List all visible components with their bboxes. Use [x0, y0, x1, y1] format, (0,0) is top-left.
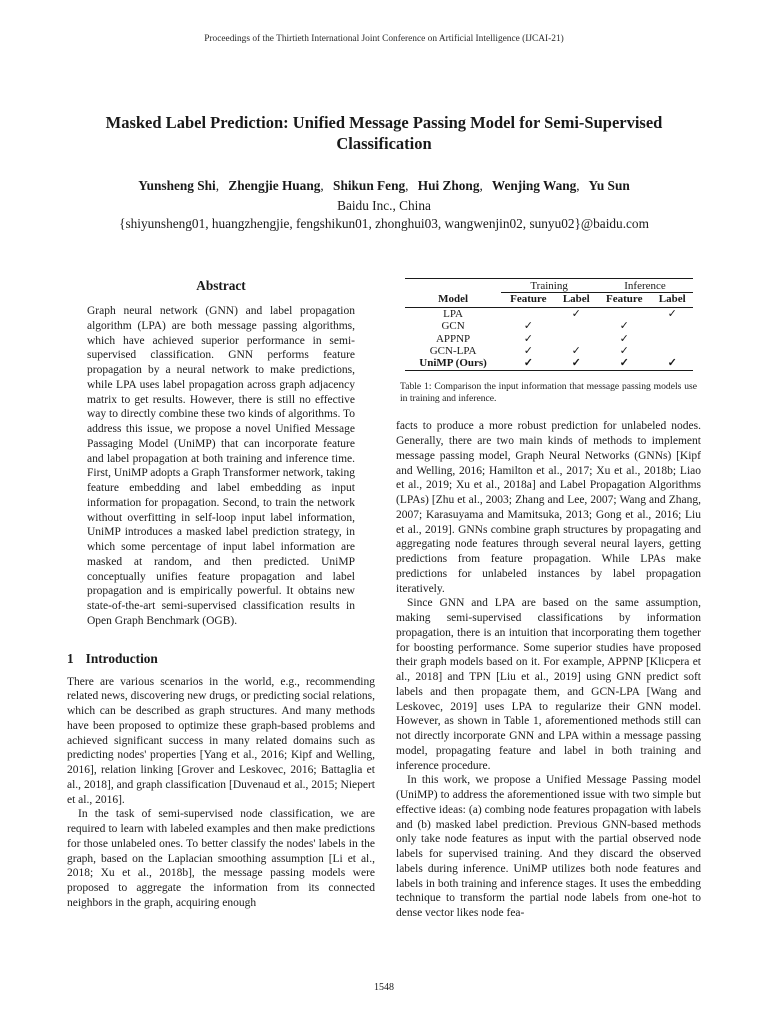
comparison-table [405, 278, 693, 371]
paper-title: Masked Label Prediction: Unified Message Passing Model for Semi-Supervised Classification [105, 113, 663, 153]
model-name: GCN [441, 320, 465, 333]
column-header: Feature [501, 293, 555, 307]
table-cell [501, 307, 555, 320]
column-header: Feature [597, 293, 651, 307]
section-number: 1 [67, 650, 74, 666]
column-header: Label [556, 293, 598, 307]
table-cell [556, 320, 598, 332]
page-number: 1548 [374, 982, 394, 993]
author-name: Yu Sun [588, 178, 630, 193]
table-cell: ✓ [571, 345, 581, 358]
author-list: Yunsheng Shi, Zhengjie Huang, Shikun Feng, Hui Zhong, Wenjing Wang, Yu Sun [138, 178, 630, 193]
table-cell: ✓ [619, 345, 629, 358]
group-header-inference: Inference [597, 279, 693, 293]
table-cell: ✓ [619, 332, 629, 345]
table-cell: ✓ [619, 320, 629, 333]
author-name: Wenjing Wang [491, 178, 577, 193]
table-cell: ✓ [556, 357, 598, 370]
table-row [405, 307, 693, 320]
table-cell [651, 345, 693, 357]
table-cell: ✓ [667, 307, 677, 320]
intro-paragraph-2: In the task of semi-supervised node classification, we are required to learn with labeled examples and then make predictions for those unlabeled ones. To better classify the nodes' labels in the graph, based on the Laplacian smoothing assumption [Li et al., 2018; Xu et al., 2018b], the message passing models were proposed to aggregate the information from its connected neighbors in the graph, acquiring enough [67, 808, 375, 909]
table-cell: ✓ [501, 357, 555, 370]
proceedings-header: Proceedings of the Thirtieth International Joint Conference on Artificial Intelligence (IJCAI-21) [204, 34, 564, 44]
body-paragraph-2: Since GNN and LPA are based on the same assumption, making semi-supervised classifications by information propagation, there is an intuition that incorporating them together for boosting performance. Some superior studies have proposed their graph models based on it. For example, APPNP [Klicpera et al., 2018] and TPN [Liu et al., 2019] using GNN predict soft labels and then propagate them, and GCN-LPA [Wang and Leskovec, 2019] uses LPA to regularize their GNN model. However, as shown in Table 1, aforementioned methods still can not directly incorporate GNN and LPA within a message passing model, propagating feature and label in both training and inference procedure. [396, 597, 701, 772]
abstract-text: Graph neural network (GNN) and label propagation algorithm (LPA) are both message passing algorithms, which have achieved superior performance in semi-supervised classification. GNN performs feature propagation by a neural network to make predictions, while LPA uses label propagation across graph adjacency matrix to get results. However, there is still no effective way to directly combine these two kinds of algorithms. To address this issue, we propose a novel Unified Message Passaging Model (UniMP) that can incorporate feature and label propagation at both training and inference time. First, UniMP adopts a Graph Transformer network, taking feature embedding and label embedding as input information for propagation. Second, to train the network without overfitting in self-loop input label information, UniMP introduces a masked label prediction strategy, in which some percentage of input label information are masked at random, and then predicted. UniMP conceptually unifies feature propagation and label propagation and is empirically powerful. It obtains new state-of-the-art semi-supervised classification results in Open Graph Benchmark (OGB). [87, 305, 355, 627]
column-header: Model [405, 293, 501, 307]
table-cell: ✓ [571, 307, 581, 320]
table-cell [556, 333, 598, 345]
table-row [405, 333, 693, 345]
body-paragraph-3: In this work, we propose a Unified Message Passing model (UniMP) to address the aforementioned issue with two simple but effective ideas: (a) combing node features propagation with labels and (b) masked label prediction. Previous GNN-based methods only take node features as input with the partial observed node labels for supervised training. And they discard the observed labels during inference. UniMP utilizes both node features and labels in both training and inference stages. It uses the embedding technique to transform the partial node labels from one-hot to dense vector likes node fea- [396, 774, 701, 919]
right-column [396, 278, 701, 921]
author-name: Hui Zhong [417, 178, 480, 193]
body-paragraph-1: facts to produce a more robust prediction for unlabeled nodes. Generally, there are two main kinds of methods to implement message passing model, Graph Neural Networks (GNNs) [Kipf and Welling, 2016; Hamilton et al., 2017; Xu et al., 2018b; Liao et al., 2019; Xu et al., 2018a] and Label Propagation Algorithms (LPAs) [Zhu et al., 2003; Zhang and Lee, 2007; Wang and Zhang, 2007; Karasuyama and Mamitsuka, 2013; Gong et al., 2016; Liu et al., 2019]. GNNs combine graph structures by propagating and aggregating node features through several neural layers, getting predictions from feature propagation. While LPAs make predictions for unlabeled instances by label propagation iteratively. [396, 420, 701, 595]
table-row [405, 357, 693, 370]
column-header: Label [651, 293, 693, 307]
table-cell [651, 320, 693, 332]
abstract-heading: Abstract [196, 278, 246, 293]
author-emails: {shiyunsheng01, huangzhengjie, fengshikun01, zhonghui03, wangwenjin02, sunyu02}@baidu.com [119, 216, 649, 231]
table-cell [597, 307, 651, 320]
author-name: Shikun Feng [333, 178, 406, 193]
table-cell: ✓ [523, 332, 533, 345]
table-row [405, 345, 693, 357]
table-cell [651, 333, 693, 345]
table-caption: Table 1: Comparison the input information that message passing models use in training and inference. [400, 380, 697, 405]
model-name: UniMP (Ours) [405, 357, 501, 370]
section-title: Introduction [85, 650, 158, 666]
table-row [405, 320, 693, 332]
affiliation: Baidu Inc., China [337, 198, 431, 213]
model-name: GCN-LPA [429, 345, 477, 358]
left-column [67, 278, 375, 911]
table-cell: ✓ [597, 357, 651, 370]
table-cell: ✓ [651, 357, 693, 370]
model-name: APPNP [435, 332, 471, 345]
intro-paragraph-1: There are various scenarios in the world, e.g., recommending related news, discovering new drugs, or predicting social relations, which can be described as graph structures. And many methods have been proposed to optimize these graph-based problems and achieved significant success in many related domains such as predicting nodes' properties [Yang et al., 2016; Kipf and Welling, 2016], relation linking [Grover and Leskovec, 2016; Battaglia et al., 2018], and graph classification [Duvenaud et al., 2015; Niepert et al., 2016]. [67, 675, 375, 806]
table-cell: ✓ [523, 345, 533, 358]
author-name: Zhengjie Huang [228, 178, 321, 193]
author-name: Yunsheng Shi [138, 178, 216, 193]
section-heading-introduction [67, 651, 375, 667]
group-header-training: Training [501, 279, 597, 293]
model-name: LPA [443, 307, 463, 320]
table-cell: ✓ [523, 320, 533, 333]
